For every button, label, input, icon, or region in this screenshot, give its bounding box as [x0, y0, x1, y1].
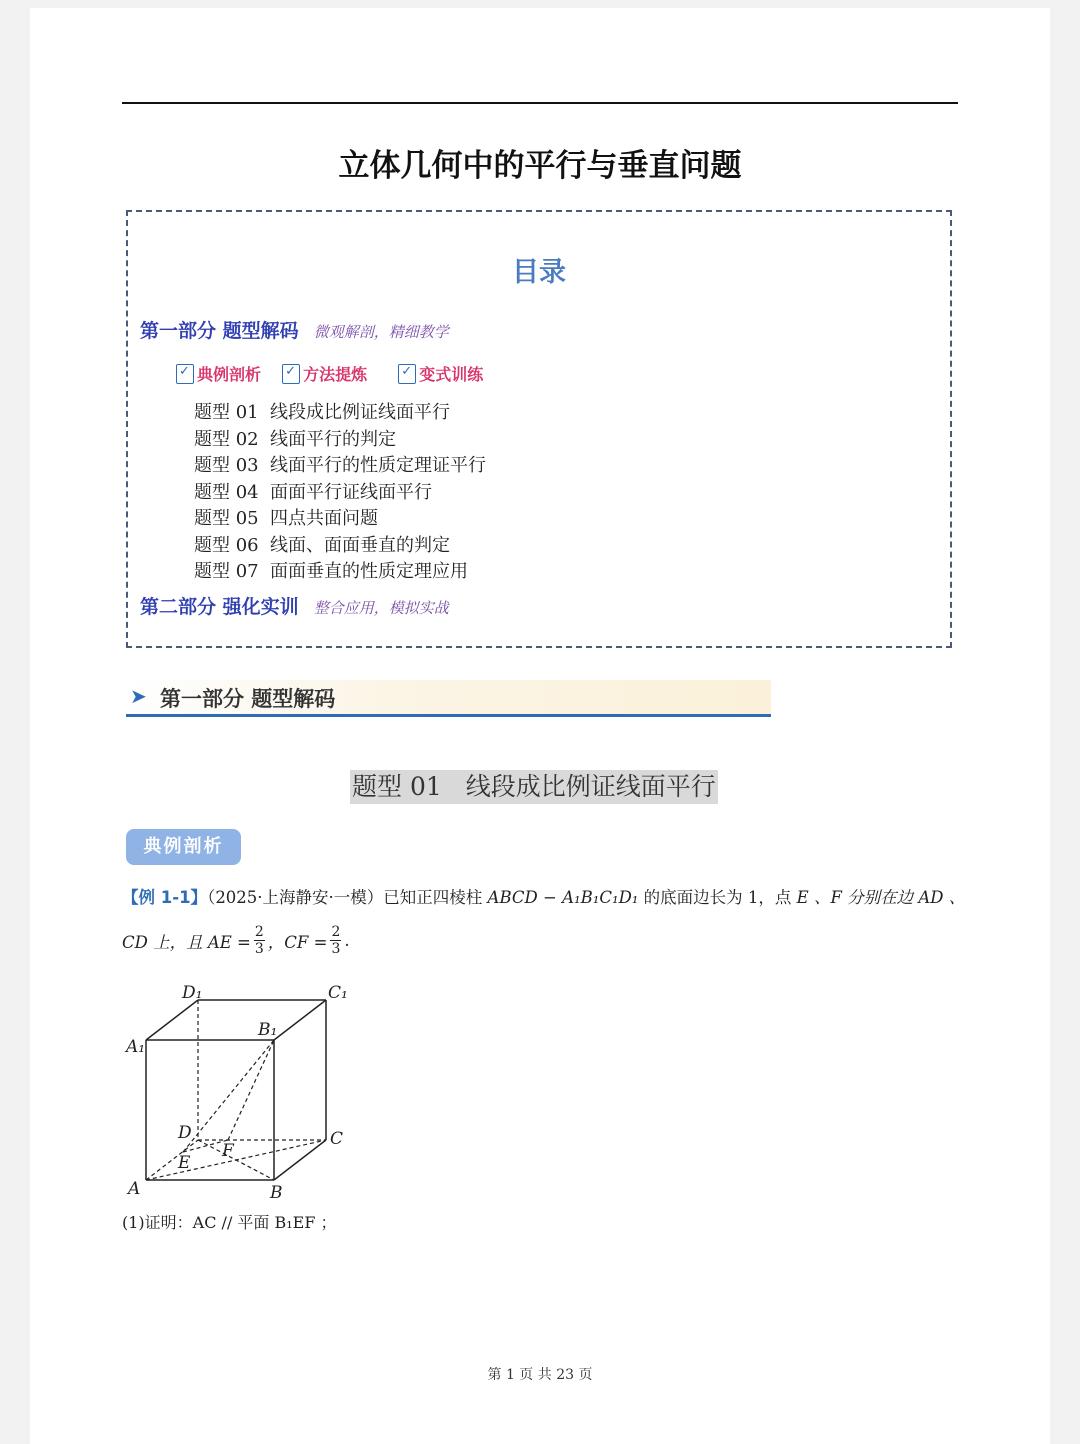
fraction: [254, 924, 265, 957]
toc-heading: 目录: [512, 257, 566, 288]
fraction: [330, 924, 341, 957]
toc-tag[interactable]: [282, 362, 367, 385]
arrow-right-icon: ➤: [130, 684, 147, 708]
question-1: (1)证明：AC // 平面 B₁EF ；: [122, 1213, 337, 1232]
checklist-icon: [176, 364, 194, 384]
problem-statement-line2: [122, 924, 350, 957]
toc-type-num: 题型 01: [194, 402, 259, 423]
toc-type-title: 线面平行的判定: [270, 428, 396, 450]
example-source: （2025·上海静安·一模）: [207, 888, 384, 907]
toc-type-item[interactable]: [194, 451, 486, 478]
toc-type-item[interactable]: [194, 478, 486, 505]
problem-text: .: [344, 931, 350, 950]
fraction-numerator: 2: [331, 924, 341, 940]
toc-type-list: [194, 398, 486, 584]
example-label: 【例 1-1】: [122, 888, 208, 907]
point-label-e: E: [178, 1153, 191, 1173]
document-title: 立体几何中的平行与垂直问题: [338, 148, 742, 184]
vertex-label-c1: C₁: [328, 983, 348, 1003]
type-heading: [350, 770, 718, 804]
toc-tag-label: 变式训练: [419, 365, 484, 384]
fraction-numerator: 2: [254, 924, 264, 940]
toc-part2-subtitle: 整合应用，模拟实战: [313, 599, 449, 617]
vertex-label-c: C: [330, 1129, 344, 1149]
toc-tag-label: 典例剖析: [197, 365, 262, 384]
fraction-denominator: 3: [254, 941, 264, 957]
fraction-denominator: 3: [331, 941, 341, 957]
toc-type-item[interactable]: [194, 531, 486, 558]
toc-type-item[interactable]: [194, 557, 486, 584]
checklist-icon: [398, 364, 416, 384]
type-heading-num: 题型 01: [352, 772, 442, 801]
problem-text: ，CF =: [267, 932, 328, 952]
vertex-label-d1: D₁: [182, 983, 203, 1003]
point-label-f: F: [222, 1141, 234, 1161]
toc-part1-label: 第一部分 题型解码: [140, 320, 299, 342]
prism-figure: [122, 980, 382, 1209]
toc-type-item[interactable]: [194, 425, 486, 452]
toc-type-num: 题型 05: [194, 508, 259, 529]
toc-type-item[interactable]: [194, 504, 486, 531]
toc-tag[interactable]: [398, 362, 483, 385]
type-heading-title: 线段成比例证线面平行: [465, 772, 716, 801]
vertex-label-a1: A₁: [126, 1037, 146, 1057]
toc-type-title: 线面平行的性质定理证平行: [270, 455, 486, 476]
section-header: [126, 680, 771, 717]
toc-tag-row: [176, 362, 499, 388]
example-badge: 典例剖析: [126, 829, 241, 865]
toc-tag-label: 方法提炼: [303, 365, 368, 384]
problem-text: 的底面边长为 1，点: [638, 888, 797, 907]
toc-type-num: 题型 07: [194, 561, 259, 582]
toc-type-num: 题型 02: [194, 428, 259, 450]
toc-type-num: 题型 03: [194, 455, 259, 476]
problem-points: E 、F 分别在边 AD 、: [796, 888, 966, 907]
page-footer: 第 1 页 共 23 页: [487, 1367, 593, 1383]
vertex-label-a: A: [128, 1179, 141, 1199]
toc-type-title: 面面垂直的性质定理应用: [270, 561, 468, 582]
problem-text: 已知正四棱柱: [383, 888, 488, 907]
vertex-label-d: D: [178, 1123, 192, 1143]
toc-type-title: 线段成比例证线面平行: [270, 402, 450, 423]
table-of-contents: [126, 210, 952, 648]
prism-diagram: [122, 980, 382, 1205]
toc-part2[interactable]: [140, 592, 449, 619]
toc-type-title: 面面平行证线面平行: [270, 481, 432, 503]
toc-tag[interactable]: [176, 362, 261, 385]
header-rule: [122, 102, 958, 104]
toc-part1[interactable]: [140, 316, 449, 343]
problem-statement: [122, 884, 965, 908]
vertex-label-b1: B₁: [258, 1020, 278, 1040]
section-title: 第一部分 题型解码: [160, 687, 336, 711]
toc-type-num: 题型 06: [194, 534, 259, 556]
checklist-icon: [282, 364, 300, 384]
toc-type-title: 四点共面问题: [270, 508, 378, 529]
toc-part1-subtitle: 微观解剖，精细教学: [313, 323, 449, 341]
problem-text: CD 上，且 AE =: [122, 932, 251, 952]
prism-name: ABCD − A₁B₁C₁D₁: [487, 888, 639, 907]
document-page: [30, 8, 1050, 1444]
toc-type-num: 题型 04: [194, 481, 259, 503]
vertex-label-b: B: [270, 1183, 283, 1203]
toc-part2-label: 第二部分 强化实训: [140, 596, 299, 618]
toc-type-item[interactable]: [194, 398, 486, 425]
toc-type-title: 线面、面面垂直的判定: [270, 534, 450, 556]
